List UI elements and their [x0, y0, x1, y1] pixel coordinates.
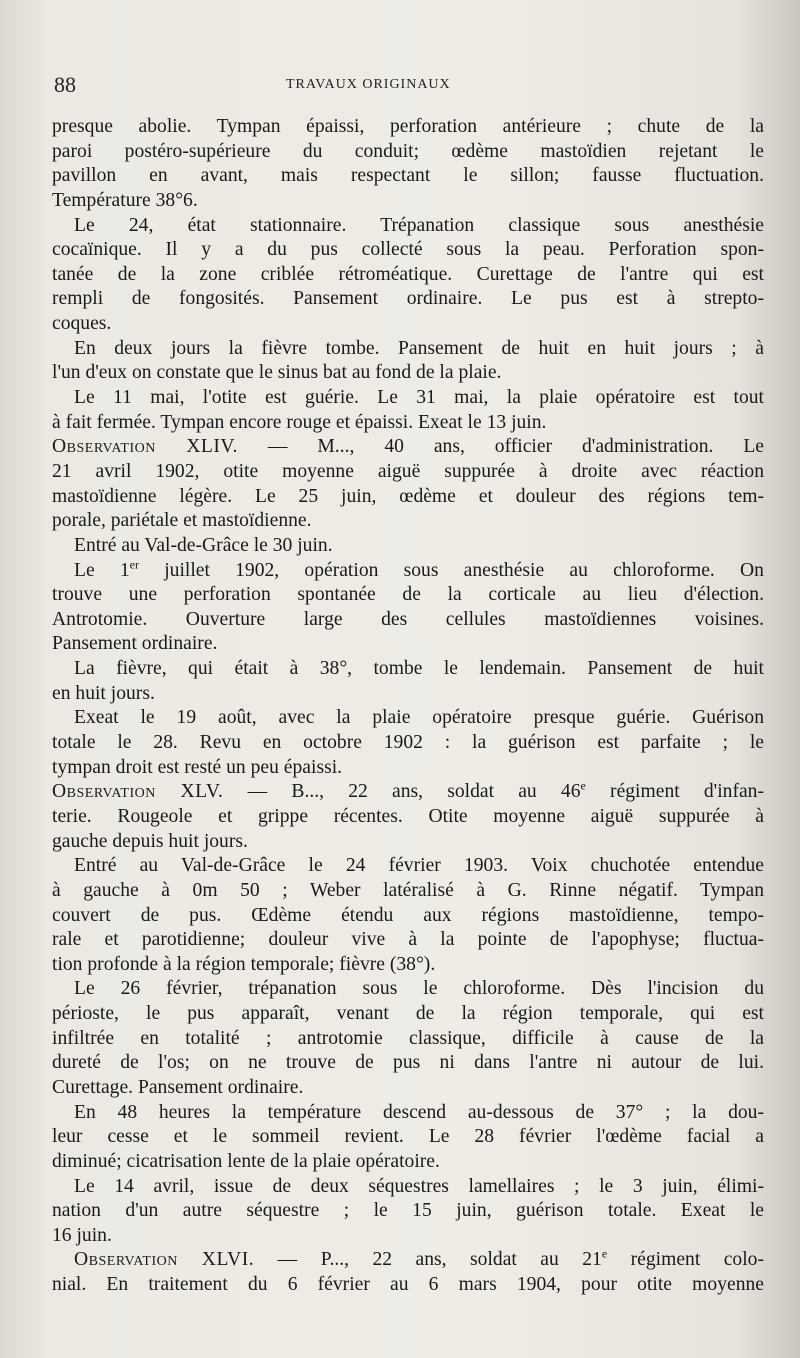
text-line: périoste, le pus apparaît, venant de la région temporale, qui est: [52, 1003, 764, 1025]
text-line: totale le 28. Revu en octobre 1902 : la guérison est parfaite ; le: [52, 732, 764, 754]
text-line: terie. Rougeole et grippe récentes. Otite moyenne aiguë suppurée à: [52, 805, 764, 827]
text-line: En 48 heures la température descend au-dessous de 37° ; la dou-: [74, 1101, 764, 1123]
observation-heading-xlvi: [52, 1248, 764, 1273]
text-fragment: Le 1: [74, 559, 130, 581]
text-line: En deux jours la fièvre tombe. Pansement de huit en huit jours ; à: [74, 337, 764, 359]
superscript: e: [601, 1246, 608, 1261]
page-header: [54, 72, 740, 102]
running-head: TRAVAUX ORIGINAUX: [286, 77, 451, 92]
text-line: Pansement ordinaire.: [52, 633, 218, 655]
text-line: rale et parotidienne; douleur vive à la pointe de l'apophyse; fluctua-: [52, 929, 764, 951]
text-line: pavillon en avant, mais respectant le sillon; fausse fluctuation.: [52, 165, 764, 187]
text-line: diminué; cicatrisation lente de la plaie opératoire.: [52, 1150, 440, 1172]
observation-intro-cont: régiment d'infan-: [585, 781, 764, 803]
observation-label: Observation XLV.: [52, 781, 224, 803]
text-line: 16 juin.: [52, 1224, 112, 1246]
body-text: [52, 115, 764, 1298]
text-line: rempli de fongosités. Pansement ordinaire. Le pus est à strepto-: [52, 288, 764, 310]
text-line: Température 38°6.: [52, 189, 198, 211]
text-line: Le 11 mai, l'otite est guérie. Le 31 mai, la plaie opératoire est tout: [74, 387, 764, 409]
text-line: l'un d'eux on constate que le sinus bat au fond de la plaie.: [52, 362, 502, 384]
text-line: mastoïdienne légère. Le 25 juin, œdème et douleur des régions tem-: [52, 485, 764, 507]
text-line-juillet: [52, 559, 764, 584]
text-line: infiltrée en totalité ; antrotomie classique, difficile à cause de la: [52, 1027, 764, 1049]
text-line: Antrotomie. Ouverture large des cellules mastoïdiennes voisines.: [52, 608, 764, 630]
superscript: e: [580, 778, 586, 793]
observation-label: Observation XLIV.: [52, 436, 238, 458]
text-line: porale, pariétale et mastoïdienne.: [52, 510, 312, 532]
text-line: dureté de l'os; on ne trouve de pus ni dans l'antre ni autour de lui.: [52, 1052, 764, 1074]
text-line: Le 24, état stationnaire. Trépanation classique sous anesthésie: [74, 214, 764, 236]
observation-heading-xliv: [52, 435, 764, 460]
observation-intro: — M..., 40 ans, officier d'administration. Le: [237, 436, 765, 458]
observation-label: Observation XLVI.: [74, 1249, 255, 1271]
text-line: La fièvre, qui était à 38°, tombe le lendemain. Pansement de huit: [74, 658, 764, 680]
text-line: 21 avril 1902, otite moyenne aiguë suppurée à droite avec réaction: [52, 460, 764, 482]
observation-heading-xlv: [52, 780, 764, 805]
text-line: Entré au Val-de-Grâce le 30 juin.: [74, 534, 333, 556]
text-line: gauche depuis huit jours.: [52, 830, 248, 852]
text-line: Le 26 février, trépanation sous le chloroforme. Dès l'incision du: [74, 978, 764, 1000]
observation-intro: — P..., 22 ans, soldat au 21: [254, 1249, 602, 1271]
superscript: er: [129, 557, 139, 571]
text-line: à gauche à 0m 50 ; Weber latéralisé à G. Rinne négatif. Tympan: [52, 879, 764, 901]
text-line: tion profonde à la région temporale; fièvre (38°).: [52, 953, 436, 975]
observation-intro: — B..., 22 ans, soldat au 46: [223, 781, 581, 803]
text-line: tympan droit est resté un peu épaissi.: [52, 756, 343, 778]
text-line: Exeat le 19 août, avec la plaie opératoire presque guérie. Guérison: [74, 707, 764, 729]
text-line: leur cesse et le sommeil revient. Le 28 février l'œdème facial a: [52, 1126, 764, 1148]
text-line: Le 14 avril, issue de deux séquestres lamellaires ; le 3 juin, élimi-: [74, 1175, 764, 1197]
text-line: en huit jours.: [52, 682, 155, 704]
text-line: nation d'un autre séquestre ; le 15 juin, guérison totale. Exeat le: [52, 1200, 764, 1222]
observation-intro-cont: régiment colo-: [607, 1249, 764, 1271]
text-line: à fait fermée. Tympan encore rouge et épaissi. Exeat le 13 juin.: [52, 411, 547, 433]
text-line: paroi postéro-supérieure du conduit; œdème mastoïdien rejetant le: [52, 140, 764, 162]
text-line: Entré au Val-de-Grâce le 24 février 1903. Voix chuchotée entendue: [74, 855, 764, 877]
text-line: Curettage. Pansement ordinaire.: [52, 1076, 304, 1098]
text-line: coques.: [52, 313, 112, 335]
page-number: 88: [54, 72, 76, 97]
text-line: cocaïnique. Il y a du pus collecté sous la peau. Perforation spon-: [52, 239, 764, 261]
text-line: presque abolie. Tympan épaissi, perforation antérieure ; chute de la: [52, 116, 764, 137]
text-line: couvert de pus. Œdème étendu aux régions mastoïdienne, tempo-: [52, 904, 764, 926]
text-line: nial. En traitement du 6 février au 6 mars 1904, pour otite moyenne: [52, 1274, 764, 1296]
text-line: tanée de la zone criblée rétroméatique. Curettage de l'antre qui est: [52, 263, 764, 285]
text-line: trouve une perforation spontanée de la corticale au lieu d'élection.: [52, 584, 764, 606]
text-fragment: juillet 1902, opération sous anesthésie au chloroforme. On: [139, 559, 764, 581]
